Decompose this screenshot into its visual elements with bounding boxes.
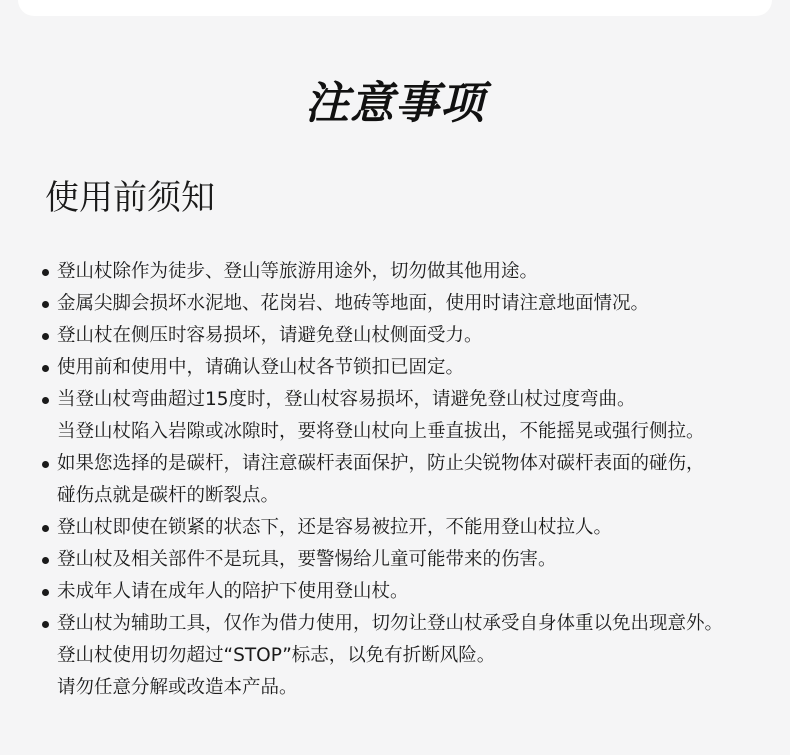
bullet-dot [42, 301, 49, 308]
note-line [42, 576, 782, 608]
note-text: 登山杖除作为徒步、登山等旅游用途外，切勿做其他用途。 [57, 261, 539, 282]
note-text: 登山杖及相关部件不是玩具，要警惕给儿童可能带来的伤害。 [57, 549, 557, 570]
note-text: 如果您选择的是碳杆，请注意碳杆表面保护，防止尖锐物体对碳杆表面的碰伤， [57, 453, 705, 474]
page-title: 注意事项 [305, 78, 485, 129]
note-line [42, 256, 782, 288]
bullet-dot [42, 621, 49, 628]
note-text: 当登山杖陷入岩隙或冰隙时，要将登山杖向上垂直拔出，不能摇晃或强行侧拉。 [57, 421, 705, 442]
note-text: 当登山杖弯曲超过15度时，登山杖容易损坏，请避免登山杖过度弯曲。 [57, 389, 636, 410]
note-line [42, 544, 782, 576]
note-text: 碰伤点就是碳杆的断裂点。 [57, 485, 280, 506]
note-text: 登山杖在侧压时容易损坏，请避免登山杖侧面受力。 [57, 325, 483, 346]
bullet-dot [42, 269, 49, 276]
note-text: 登山杖即使在锁紧的状态下，还是容易被拉开，不能用登山杖拉人。 [57, 517, 613, 538]
bullet-dot [42, 365, 49, 372]
note-text: 使用前和使用中，请确认登山杖各节锁扣已固定。 [57, 357, 465, 378]
bullet-dot [42, 333, 49, 340]
note-text: 金属尖脚会损坏水泥地、花岗岩、地砖等地面，使用时请注意地面情况。 [57, 293, 650, 314]
bullet-dot [42, 589, 49, 596]
note-line [42, 384, 782, 416]
bullet-dot [42, 397, 49, 404]
note-line [42, 320, 782, 352]
bullet-dot [42, 461, 49, 468]
notes-list [42, 256, 782, 704]
note-continuation [42, 672, 782, 704]
section-heading: 使用前须知 [45, 178, 215, 218]
note-line [42, 352, 782, 384]
note-continuation [42, 640, 782, 672]
note-continuation [42, 480, 782, 512]
note-text: 登山杖为辅助工具，仅作为借力使用，切勿让登山杖承受自身体重以免出现意外。 [57, 613, 724, 634]
note-text: 未成年人请在成年人的陪护下使用登山杖。 [57, 581, 409, 602]
bullet-dot [42, 557, 49, 564]
note-line [42, 608, 782, 640]
note-line [42, 288, 782, 320]
note-text: 请勿任意分解或改造本产品。 [57, 677, 298, 698]
top-card [18, 0, 772, 16]
bullet-dot [42, 525, 49, 532]
note-line [42, 448, 782, 480]
note-line [42, 512, 782, 544]
note-continuation [42, 416, 782, 448]
note-text: 登山杖使用切勿超过“STOP”标志，以免有折断风险。 [57, 645, 496, 666]
